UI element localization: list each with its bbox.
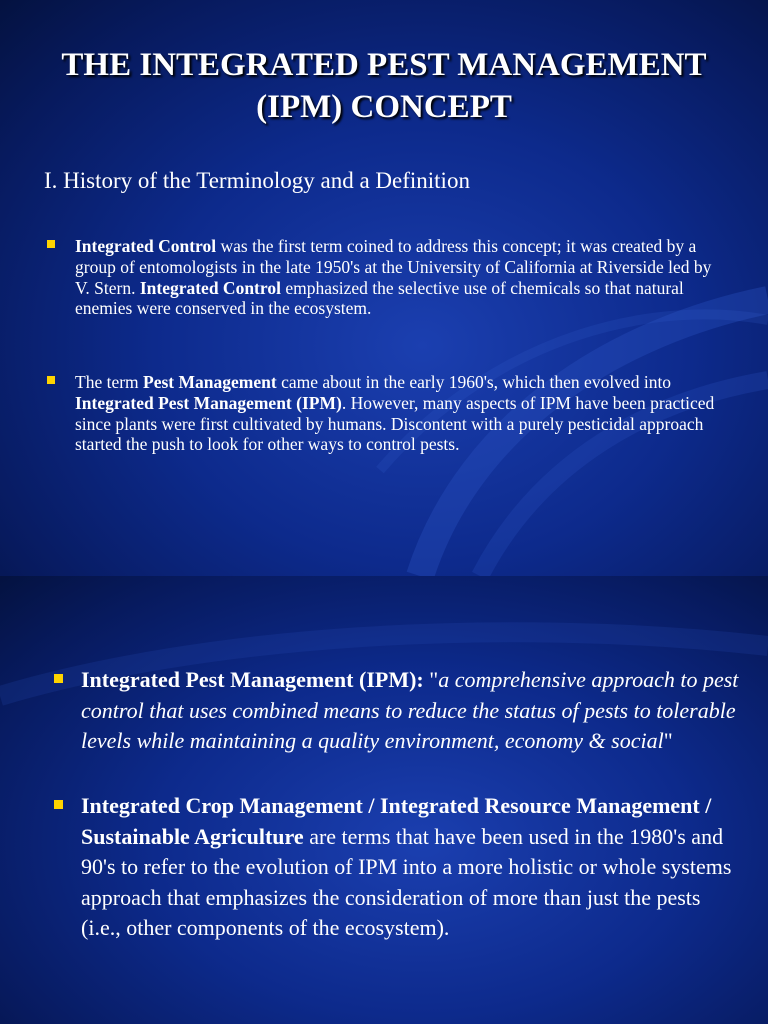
body-text: The term: [75, 372, 144, 392]
body-text: came about in the early 1960's, which then evolved into: [276, 372, 672, 392]
bullet-text: [75, 372, 725, 455]
section-heading: I. History of the Terminology and a Definition: [44, 168, 470, 193]
square-bullet-icon: [47, 240, 55, 248]
quote-mark: ": [423, 667, 439, 692]
body-text: was the first term coined to address this concept; it was created by a group of entomologists in the late 1950's at the University of California at Riverside led by V. Stern.: [75, 236, 712, 298]
body-text: are terms that have been used in the 1980's and 90's to refer to the evolution of IPM into a more holistic or whole systems approach that emphasizes the consideration of more than just the pests (i.e., other components of the ecosystem).: [81, 823, 732, 941]
slide-title-line-2: (IPM) CONCEPT: [256, 89, 512, 125]
body-text: . However, many aspects of IPM have been practiced since plants were first cultivated by humans. Discontent with a purely pesticidal approach started the push to look for other ways to control pests.: [75, 392, 715, 455]
slide-2: [0, 576, 768, 1024]
bold-term: Integrated Pest Management (IPM): [75, 392, 342, 413]
bold-term: Integrated Control: [75, 236, 217, 256]
bold-term: Integrated Pest Management (IPM):: [81, 667, 424, 692]
square-bullet-icon: [54, 800, 63, 809]
quote-mark: ": [663, 728, 673, 754]
body-text: emphasized the selective use of chemicals so that natural enemies were conserved in the ecosystem.: [75, 277, 684, 319]
definition-text: a comprehensive approach to pest control that uses combined means to reduce the status of pests to tolerable levels while maintaining a quality environment, economy & social: [81, 667, 739, 754]
slide-title: [30, 44, 738, 128]
bold-term: Pest Management: [143, 372, 277, 392]
square-bullet-icon: [54, 674, 63, 683]
bullet-text: [81, 665, 741, 757]
bullet-text: [81, 791, 741, 944]
square-bullet-icon: [47, 376, 55, 384]
bold-term: Integrated Control: [139, 277, 281, 298]
bold-term: Integrated Crop Management / Integrated Resource Management / Sustainable Agriculture: [81, 793, 712, 849]
bullet-text: [75, 236, 725, 319]
slide-title-line-1: THE INTEGRATED PEST MANAGEMENT: [61, 47, 707, 83]
